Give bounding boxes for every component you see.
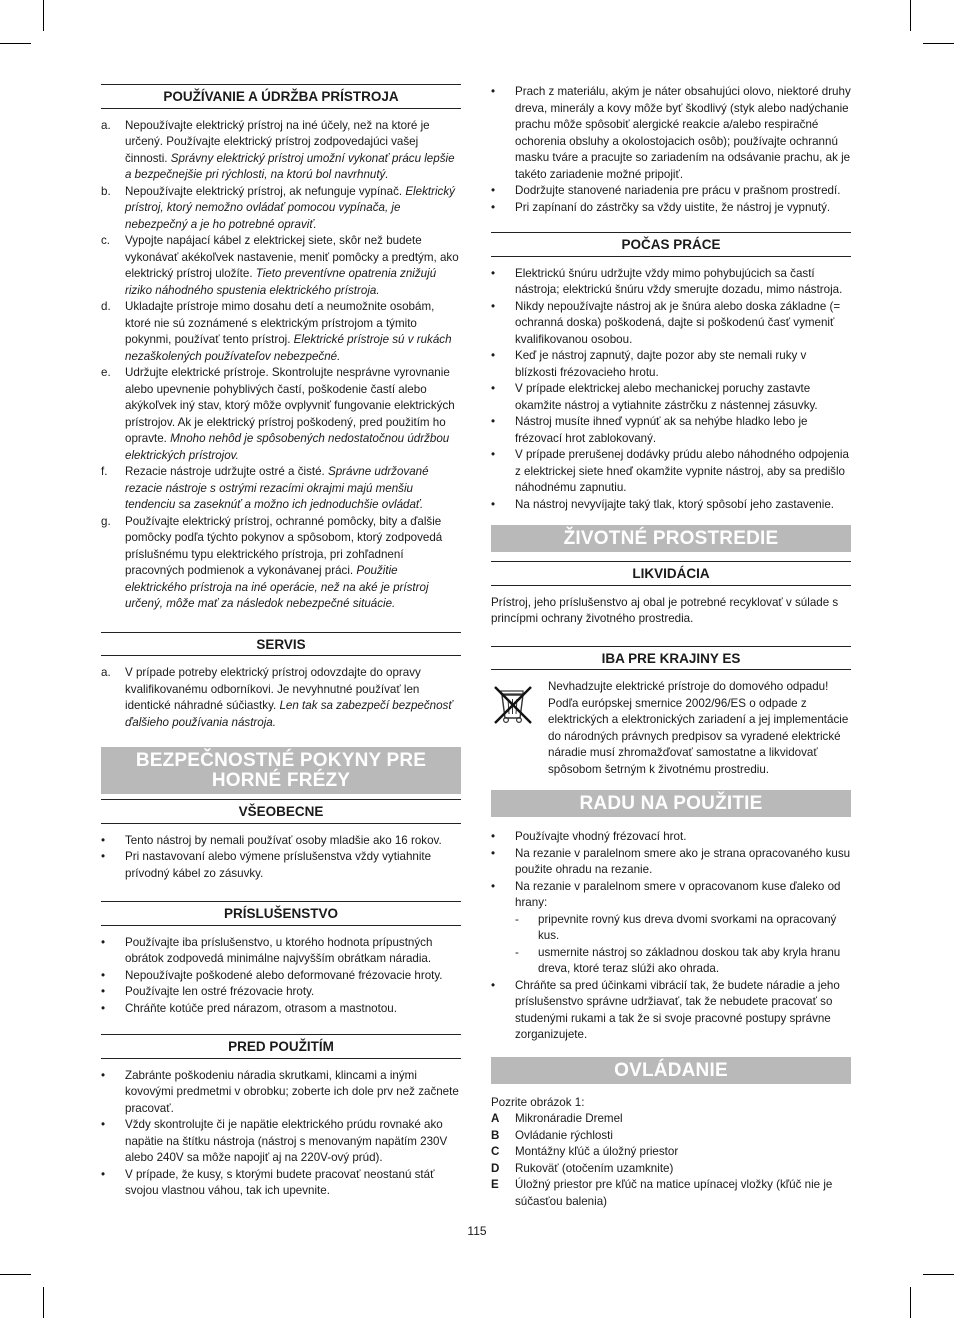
list-item: [101, 233, 461, 299]
item-text: Udržujte elektrické prístroje. Skontrolujte nesprávne vyrovnanie alebo upevnenie pohyblivých častí, poškodenie častí alebo akýkoľvek iný stav, ktorý môže ovplyvniť fungovanie elektrických prístrojov. Ak je elektrický prístroj poškodený, pred použitím ho opravte.: [125, 366, 455, 445]
item-label: a.: [101, 666, 111, 679]
item-text: Ukladajte prístroje mimo dosahu detí a neumožnite osobám, ktoré nie sú zoznámené s elektrickým prístrojom a týmito pokynmi, používať tento prístroj.: [125, 300, 435, 346]
main-heading-safety: BEZPEČNOSTNÉ POKYNY PRE HORNÉ FRÉZY: [101, 747, 461, 794]
controls-key: B: [491, 1128, 500, 1142]
bullet-item: • Prach z materiálu, akým je náter obsahujúci olovo, niektoré druhy dreva, minerály a kovy môže byť škodlivý (styk alebo nadýchanie prachu môže spôsobiť alergické reakcie a/alebo respiračné ochorenia obsluhy a okolostojacich osôb); používajte ochrannú masku tváre a pracujte so zariadením na odsávanie prachu, ak je takéto zariadenie možné pripojiť.: [491, 84, 851, 183]
bullet-item: • Na rezanie v paralelnom smere v opracovanom kuse ďaleko od hrany:: [491, 879, 851, 912]
controls-key: A: [491, 1112, 500, 1125]
bullet-item: • Nepoužívajte poškodené alebo deformované frézovacie hroty.: [101, 968, 461, 985]
crop-mark: [0, 43, 31, 44]
bullet-item: • Chráňte kotúče pred nárazom, otrasom a mastnotou.: [101, 1001, 461, 1018]
bullet-item: • Používajte vhodný frézovací hrot.: [491, 829, 851, 846]
controls-key: E: [491, 1178, 499, 1191]
item-text: Rezacie nástroje udržujte ostré a čisté.: [125, 465, 328, 478]
bullet-text: Používajte len ostré frézovacie hroty.: [125, 985, 315, 998]
section-heading-before-use: PRED POUŽITÍM: [101, 1034, 461, 1059]
item-italic: Tieto preventívne opatrenia znižujú riziko náhodného spustenia elektrického prístroja.: [125, 267, 437, 297]
bullet-item: • Používajte iba príslušenstvo, u ktorého hodnota prípustných obrátok zodpovedá minimálne najvyšším obrátkam náradia.: [101, 935, 461, 968]
bullet-item: • Nástroj musíte ihneď vypnúť ak sa nehýbe hladko lebo je frézovací hrot zablokovaný.: [491, 414, 851, 447]
controls-text: Ovládanie rýchlosti: [515, 1128, 613, 1142]
item-label: e.: [101, 366, 111, 379]
bullet-text: Nepoužívajte poškodené alebo deformované frézovacie hroty.: [125, 968, 443, 982]
dash-item: - pripevnite rovný kus dreva dvomi svorkami na opracovaný kus.: [515, 912, 851, 945]
item-label: f.: [101, 465, 108, 478]
bullet-text: Používajte vhodný frézovací hrot.: [515, 830, 687, 843]
list-item: [101, 118, 461, 184]
bullet-item: • Používajte len ostré frézovacie hroty.: [101, 984, 461, 1001]
bullet-item: • V prípade prerušenej dodávky prúdu alebo náhodného odpojenia z elektrickej siete hneď okamžite vypnite nástroj, aby sa predišlo náhodnému zapnutiu.: [491, 447, 851, 497]
crop-mark: [43, 1287, 44, 1318]
controls-item: [491, 1161, 851, 1178]
eu-notice: [491, 679, 851, 778]
item-italic: Elektrické prístroje sú v rukách nezaškolených používateľov nebezpečné.: [125, 333, 452, 363]
left-column: [101, 84, 461, 1200]
dash-text: pripevnite rovný kus dreva dvomi svorkami na opracovaný kus.: [538, 912, 837, 942]
controls-key: D: [491, 1161, 500, 1175]
controls-item: [491, 1144, 851, 1161]
bullet-item: • Tento nástroj by nemali používať osoby mladšie ako 16 rokov.: [101, 833, 461, 850]
item-label: b.: [101, 184, 111, 198]
item-text: Používajte elektrický prístroj, ochranné pomôcky, bity a ďalšie pomôcky podľa týchto pokynov a spôsobom, ktorý zodpovedá príslušnému typu elektrického prístroja, pri zohľadnení pracovných podmienok a vykonávanej práci.: [125, 514, 443, 577]
list-item: [101, 365, 461, 464]
section-heading-servis: SERVIS: [101, 632, 461, 657]
bullet-text: Dodržujte stanovené nariadenia pre prácu v prašnom prostredí.: [515, 184, 841, 197]
bullet-item: • Chráňte sa pred účinkami vibrácií tak, že budete náradie a jeho príslušenstvo správne udržiavať, tak že nebudete pracovať so studenými rukami a tak že si svoje pracovné postupy správne zorganizujete.: [491, 978, 851, 1044]
main-heading-controls: OVLÁDANIE: [491, 1057, 851, 1084]
section-heading-during-work: POČAS PRÁCE: [491, 232, 851, 257]
list-item: [101, 184, 461, 234]
section-heading-accessories: PRÍSLUŠENSTVO: [101, 901, 461, 926]
crop-mark: [0, 1274, 31, 1275]
main-heading-tips: RADU NA POUŽITIE: [491, 790, 851, 817]
controls-intro: Pozrite obrázok 1:: [491, 1095, 585, 1109]
item-italic: Správny elektrický prístroj umožní vykonať prácu lepšie a bezpečnejšie pri rýchlosti, na ktorú bol navrhnutý.: [125, 151, 455, 181]
list-item: [101, 665, 461, 731]
bullet-text: Tento nástroj by nemali používať osoby mladšie ako 16 rokov.: [125, 833, 442, 847]
bullet-text: Vždy skontrolujte či je napätie elektrického prúdu rovnaké ako napätie na štítku nástroja (nástroj s menovaným napätím 230V alebo 240V sa môže napojiť aj na 220V-ový prúd).: [125, 1118, 448, 1164]
bullet-item: • Pri nastavovaní alebo výmene príslušenstva vždy vytiahnite prívodný kábel zo zásuvky.: [101, 849, 461, 882]
bullet-text: Chráňte kotúče pred nárazom, otrasom a mastnotou.: [125, 1001, 397, 1015]
bullet-text: Chráňte sa pred účinkami vibrácií tak, že budete náradie a jeho príslušenstvo správne udržiavať, tak že nebudete pracovať so studenými rukami a tak že si svoje pracovné postupy správne zorganizujete.: [515, 978, 840, 1041]
usage-list: [101, 118, 461, 613]
page-number: 115: [467, 1224, 487, 1238]
bullet-text: Elektrickú šnúru udržujte vždy mimo pohybujúcich sa častí nástroja; elektrickú šnúru vždy smerujte dozadu, mimo nástroja.: [515, 266, 843, 296]
bullet-item: • V prípade, že kusy, s ktorými budete pracovať neostanú stáť svojou vlastnou váhou, tak ich upevnite.: [101, 1167, 461, 1200]
list-item: [101, 514, 461, 613]
controls-text: Mikronáradie Dremel: [515, 1112, 623, 1125]
bullet-text: Pri zapínaní do zástrčky sa vždy uistite, že nástroj je vypnutý.: [515, 200, 831, 214]
item-label: d.: [101, 300, 111, 313]
bullet-item: • Na rezanie v paralelnom smere ako je strana opracovaného kusu použite ohradu na rezanie.: [491, 846, 851, 879]
item-label: g.: [101, 514, 111, 528]
bullet-item: • Nikdy nepoužívajte nástroj ak je šnúra alebo doska základne (= ochranná doska) poškodená, dajte si poškodenú časť vymeniť kvalifikovanou osobou.: [491, 299, 851, 349]
item-text: V prípade potreby elektrický prístroj odovzdajte do opravy kvalifikovanému odborníkovi. Je nevyhnutné používať len identické náhradné súčiastky.: [125, 666, 421, 712]
bullet-text: Na rezanie v paralelnom smere v opracovanom kuse ďaleko od hrany:: [515, 879, 841, 909]
item-text: Nepoužívajte elektrický prístroj, ak nefunguje vypínač.: [125, 184, 406, 198]
crossed-out-wheelie-bin-icon: [491, 679, 548, 778]
dash-item: - usmernite nástroj so základnou doskou tak aby kryla hranu dreva, ktoré teraz slúži ako ohrada.: [515, 945, 851, 978]
bullet-text: Na nástroj nevyvíjajte taký tlak, ktorý spôsobí jeho zastavenie.: [515, 497, 834, 511]
item-italic: Len tak sa zabezpečí bezpečnosť ďalšieho používania nástroja.: [125, 699, 453, 729]
crop-mark: [910, 0, 911, 31]
bullet-text: Prach z materiálu, akým je náter obsahujúci olovo, niektoré druhy dreva, minerály a kovy môže byť škodlivý (styk alebo nadýchanie prachu môže spôsobiť alergické reakcie a/alebo respiračné ochorenia obsluhy a okolostojacich osôb); používajte ochrannú masku tváre a pracujte so zariadením na odsávanie prachu, ak je takéto zariadenie možné pripojiť.: [515, 85, 851, 181]
bullet-text: V prípade elektrickej alebo mechanickej poruchy zastavte okamžite nástroj a vytiahnite zástrčku z nástennej zásuvky.: [515, 382, 818, 412]
crop-mark: [910, 1287, 911, 1318]
item-text: Nepoužívajte elektrický prístroj na iné účely, než na ktoré je určený. Používajte elektrický prístroj zodpovedajúci vašej činnosti.: [125, 118, 430, 165]
bullet-item: • Keď je nástroj zapnutý, dajte pozor aby ste nemali ruky v blízkosti frézovacieho hrotu.: [491, 348, 851, 381]
section-heading-general: VŠEOBECNE: [101, 799, 461, 824]
controls-text: Montážny kľúč a úložný priestor: [515, 1145, 679, 1158]
crop-mark: [923, 1274, 954, 1275]
bullet-text: Nástroj musíte ihneď vypnúť ak sa nehýbe hladko lebo je frézovací hrot zablokovaný.: [515, 415, 808, 445]
bullet-item: • V prípade elektrickej alebo mechanickej poruchy zastavte okamžite nástroj a vytiahnite zástrčku z nástennej zásuvky.: [491, 381, 851, 414]
bullet-text: Na rezanie v paralelnom smere ako je strana opracovaného kusu použite ohradu na rezanie.: [515, 846, 851, 876]
bullet-item: • Na nástroj nevyvíjajte taký tlak, ktorý spôsobí jeho zastavenie.: [491, 497, 851, 514]
bullet-item: • Elektrickú šnúru udržujte vždy mimo pohybujúcich sa častí nástroja; elektrickú šnúru vždy smerujte dozadu, mimo nástroja.: [491, 266, 851, 299]
bullet-text: V prípade, že kusy, s ktorými budete pracovať neostanú stáť svojou vlastnou váhou, tak ich upevnite.: [125, 1167, 435, 1197]
right-column: [491, 84, 851, 1210]
bullet-text: Keď je nástroj zapnutý, dajte pozor aby ste nemali ruky v blízkosti frézovacieho hrotu.: [515, 349, 807, 379]
bullet-text: Pri nastavovaní alebo výmene príslušenstva vždy vytiahnite prívodný kábel zo zásuvky.: [125, 850, 432, 880]
bullet-item: • Vždy skontrolujte či je napätie elektrického prúdu rovnaké ako napätie na štítku nástroja (nástroj s menovaným napätím 230V alebo 240V sa môže napojiť aj na 220V-ový prúd).: [101, 1117, 461, 1167]
bullet-text: V prípade prerušenej dodávky prúdu alebo náhodného odpojenia z elektrickej siete hneď okamžite vypnite nástroj, aby sa predišlo náhodnému zapnutiu.: [515, 448, 849, 494]
bullet-item: • Dodržujte stanovené nariadenia pre prácu v prašnom prostredí.: [491, 183, 851, 200]
item-label: c.: [101, 234, 111, 247]
section-heading-usage: POUŽÍVANIE A ÚDRŽBA PRÍSTROJA: [101, 84, 461, 109]
bullet-item: • Zabránte poškodeniu náradia skrutkami, klincami a inými kovovými predmetmi v obrobku; zoberte ich dole prv než začnete pracovať.: [101, 1068, 461, 1118]
item-label: a.: [101, 118, 111, 132]
main-heading-environment: ŽIVOTNÉ PROSTREDIE: [491, 525, 851, 552]
eu-text: Nevhadzujte elektrické prístroje do domového odpadu! Podľa európskej smernice 2002/96/ES o odpade z elektrických a elektronických zariadení a jej implementácie do národných právnych predpisov sa vyradené elektrické náradie musí zhromažďovať samostatne a likvidovať spôsobom šetrným k životnému prostrediu.: [548, 680, 849, 776]
section-heading-disposal: LIKVIDÁCIA: [491, 561, 851, 586]
item-text: Vypojte napájací kábel z elektrickej siete, skôr než budete vykonávať akékoľvek nastavenie, meniť pomôcky a predtým, ako elektrický prístroj uložíte.: [125, 234, 459, 280]
controls-key: C: [491, 1145, 500, 1158]
controls-item: [491, 1111, 851, 1128]
list-item: [101, 464, 461, 514]
controls-text: Úložný priestor pre kľúč na matice upínacej vložky (kľúč nie je súčasťou balenia): [515, 1178, 833, 1208]
bullet-text: Zabránte poškodeniu náradia skrutkami, klincami a inými kovovými predmetmi v obrobku; zoberte ich dole prv než začnete pracovať.: [125, 1068, 459, 1115]
item-italic: Použitie elektrického prístroja na iné operácie, než na aké je prístroj určený, môže mať za následok nebezpečné situácie.: [125, 564, 429, 610]
controls-item: [491, 1128, 851, 1145]
bullet-text: Nikdy nepoužívajte nástroj ak je šnúra alebo doska základne (= ochranná doska) poškodená, dajte si poškodenú časť vymeniť kvalifikovanou osobou.: [515, 299, 841, 346]
controls-text: Rukoväť (otočením uzamknite): [515, 1161, 674, 1175]
disposal-text: Prístroj, jeho príslušenstvo aj obal je potrebné recyklovať v súlade s princípmi ochrany životného prostredia.: [491, 595, 839, 625]
bullet-item: • Pri zapínaní do zástrčky sa vždy uistite, že nástroj je vypnutý.: [491, 200, 851, 217]
dash-text: usmernite nástroj so základnou doskou tak aby kryla hranu dreva, ktoré teraz slúži ako ohrada.: [538, 945, 841, 975]
section-heading-eu: IBA PRE KRAJINY ES: [491, 646, 851, 671]
crop-mark: [923, 43, 954, 44]
controls-item: [491, 1177, 851, 1210]
list-item: [101, 299, 461, 365]
item-italic: Elektrický prístroj, ktorý nemožno ovládať pomocou vypínača, je nebezpečný a je ho potrebné opraviť.: [125, 184, 455, 231]
item-italic: Mnoho nehôd je spôsobených nedostatočnou údržbou elektrických prístrojov.: [125, 432, 450, 462]
crop-mark: [43, 0, 44, 31]
bullet-text: Používajte iba príslušenstvo, u ktorého hodnota prípustných obrátok zodpovedá minimálne najvyšším obrátkam náradia.: [125, 935, 433, 965]
item-italic: Správne udržované rezacie nástroje s ostrými rezacími okrajmi majú menšiu tendenciu sa zaseknúť a možno ich jednoduchšie ovládať.: [125, 465, 429, 511]
